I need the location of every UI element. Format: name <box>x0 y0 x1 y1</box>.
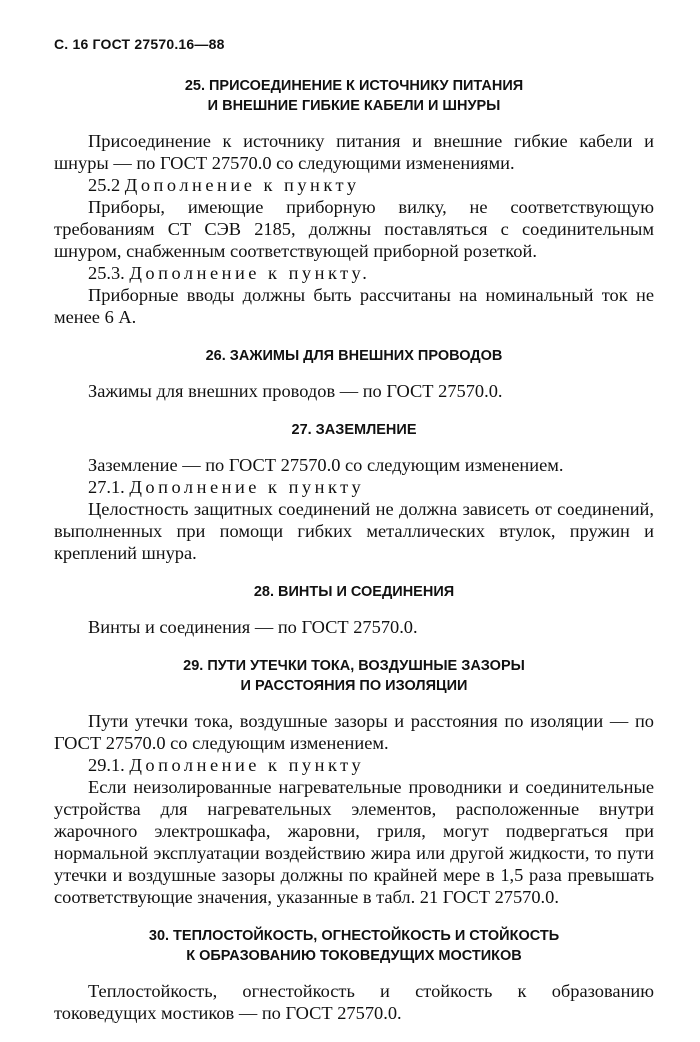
section-heading <box>54 346 654 366</box>
heading-line: 25. ПРИСОЕДИНЕНИЕ К ИСТОЧНИКУ ПИТАНИЯ <box>184 78 524 94</box>
section-heading <box>54 76 654 116</box>
subclause-line <box>54 476 654 498</box>
section-heading <box>54 582 654 602</box>
subclause-number: 29.1. <box>88 755 125 775</box>
subclause-label: Дополнение к пункту <box>129 477 365 497</box>
heading-line: 29. ПУТИ УТЕЧКИ ТОКА, ВОЗДУШНЫЕ ЗАЗОРЫ <box>183 658 525 674</box>
subclause-number: 25.3. <box>88 263 125 283</box>
heading-line: И ВНЕШНИЕ ГИБКИЕ КАБЕЛИ И ШНУРЫ <box>207 98 501 114</box>
section-25 <box>54 76 654 328</box>
paragraph: Присоединение к источнику питания и внешние гибкие кабели и шнуры — по ГОСТ 27570.0 со следующими изменениями. <box>54 131 654 173</box>
heading-line: К ОБРАЗОВАНИЮ ТОКОВЕДУЩИХ МОСТИКОВ <box>186 948 522 964</box>
subclause-number: 27.1. <box>88 477 125 497</box>
subclause-line <box>54 754 654 776</box>
section-heading <box>54 420 654 440</box>
section-26 <box>54 346 654 402</box>
paragraph: Если неизолированные нагревательные проводники и соединительные устройства для нагревательных элементов, расположенные внутри жарочного электрошкафа, жаровни, гриля, могут подвергаться при нормальной эксплуатации воздействию жира или другой жидкости, то пути утечки и воздушные зазоры должны по крайней мере в 1,5 раза превышать соответствующие значения, указанные в табл. 21 ГОСТ 27570.0. <box>54 777 654 907</box>
heading-line: 28. ВИНТЫ И СОЕДИНЕНИЯ <box>253 584 455 600</box>
section-28 <box>54 582 654 638</box>
subclause-label: Дополнение к пункту <box>129 755 365 775</box>
paragraph: Приборы, имеющие приборную вилку, не соответствующую требованиям СТ СЭВ 2185, должны поставляться с соединительным шнуром, снабженным соответствующей приборной розеткой. <box>54 197 654 261</box>
section-27 <box>54 420 654 564</box>
paragraph: Зажимы для внешних проводов — по ГОСТ 27570.0. <box>88 381 503 401</box>
subclause-number: 25.2 <box>88 175 121 195</box>
paragraph: Заземление — по ГОСТ 27570.0 со следующим изменением. <box>88 455 564 475</box>
running-header: С. 16 ГОСТ 27570.16—88 <box>54 36 225 52</box>
section-heading <box>54 656 654 696</box>
subclause-line <box>54 174 654 196</box>
heading-line: 27. ЗАЗЕМЛЕНИЕ <box>291 422 417 438</box>
paragraph: Пути утечки тока, воздушные зазоры и расстояния по изоляции — по ГОСТ 27570.0 со следующим изменением. <box>54 711 654 753</box>
paragraph: Теплостойкость, огнестойкость и стойкость к образованию токоведущих мостиков — по ГОСТ 27570.0. <box>54 981 654 1023</box>
heading-line: И РАССТОЯНИЯ ПО ИЗОЛЯЦИИ <box>240 678 468 694</box>
subclause-line <box>54 262 654 284</box>
document-page <box>54 36 654 1042</box>
section-30 <box>54 926 654 1024</box>
paragraph: Винты и соединения — по ГОСТ 27570.0. <box>88 617 418 637</box>
subclause-label: Дополнение к пункту <box>124 175 360 195</box>
section-heading <box>54 926 654 966</box>
paragraph: Приборные вводы должны быть рассчитаны на номинальный ток не менее 6 А. <box>54 285 654 327</box>
subclause-label: Дополнение к пункту. <box>129 263 371 283</box>
section-29 <box>54 656 654 908</box>
heading-line: 30. ТЕПЛОСТОЙКОСТЬ, ОГНЕСТОЙКОСТЬ И СТОЙКОСТЬ <box>148 928 560 944</box>
paragraph: Целостность защитных соединений не должна зависеть от соединений, выполненных при помощи гибких металлических втулок, пружин и креплений шнура. <box>54 499 654 563</box>
heading-line: 26. ЗАЖИМЫ ДЛЯ ВНЕШНИХ ПРОВОДОВ <box>205 348 503 364</box>
